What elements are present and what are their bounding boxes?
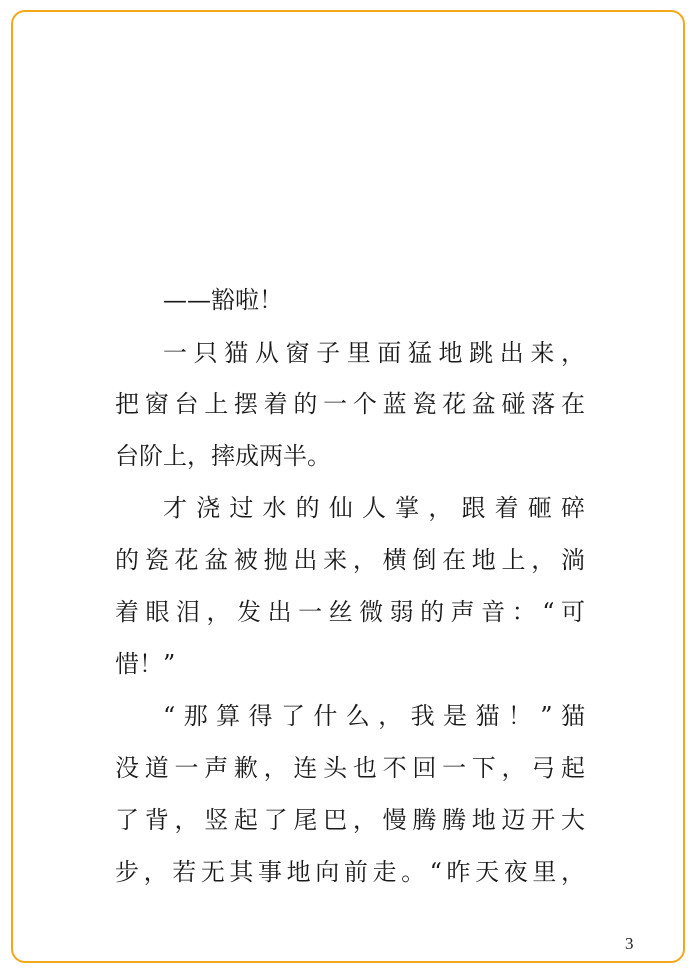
text-line-3: 把窗台上摆着的一个蓝瓷花盆碰落在 <box>115 390 585 418</box>
text-line-12: 步，若无其事地向前走。“昨天夜里， <box>115 858 585 886</box>
text-line-1: ——豁啦！ <box>163 286 283 314</box>
text-line-4: 台阶上，摔成两半。 <box>115 442 331 470</box>
text-line-5: 才浇过水的仙人掌，跟着砸碎 <box>163 494 585 522</box>
page-number: 3 <box>625 934 634 953</box>
text-line-6: 的瓷花盆被抛出来，横倒在地上，淌 <box>115 546 585 574</box>
text-line-8: 惜！” <box>115 650 176 678</box>
text-line-9: “那算得了什么，我是猫！”猫 <box>163 702 585 730</box>
text-line-10: 没道一声歉，连头也不回一下，弓起 <box>115 754 585 782</box>
text-line-11: 了背，竖起了尾巴，慢腾腾地迈开大 <box>115 806 585 834</box>
text-line-7: 着眼泪，发出一丝微弱的声音：“可 <box>115 598 585 626</box>
text-line-2: 一只猫从窗子里面猛地跳出来， <box>163 339 585 367</box>
